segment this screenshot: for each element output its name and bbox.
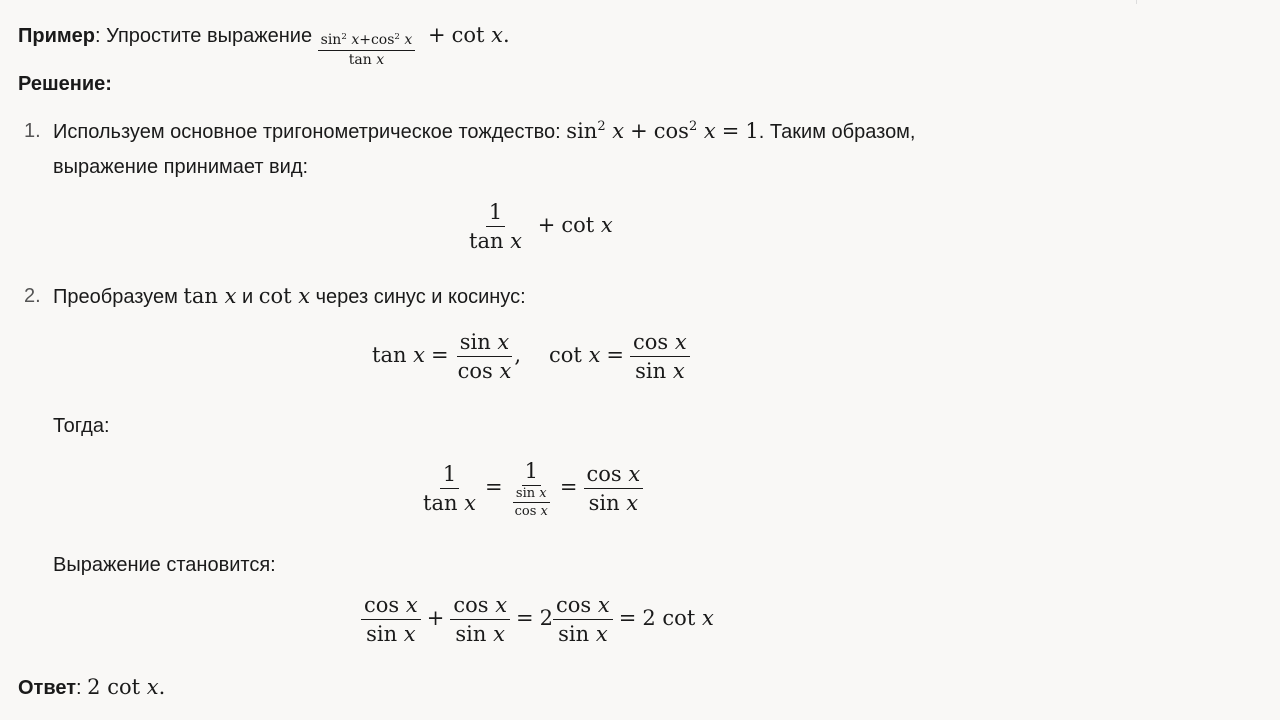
one-over-compound-fraction (509, 459, 554, 518)
tan-fn: tan (348, 51, 372, 68)
step-2-display-formula-3 (361, 593, 714, 646)
two: 2 (87, 675, 101, 699)
cos-fn: cos (633, 330, 669, 354)
var-x: x (298, 284, 311, 308)
cos-over-sin-fraction (361, 593, 421, 646)
step-1-text-after: . Таким образом, (758, 121, 916, 143)
example-colon: : (95, 25, 101, 47)
var-x: x (510, 229, 523, 254)
then-label: Тогда: (53, 415, 110, 437)
answer-label: Ответ (18, 677, 77, 699)
one: 1 (745, 119, 759, 143)
sin-fn: sin (320, 32, 342, 48)
cos-fn: cos (457, 359, 493, 384)
equals-sign: = (721, 119, 740, 143)
var-x: x (351, 32, 360, 48)
inner-sin-over-cos-fraction (512, 487, 551, 518)
equals-sign: = (559, 475, 578, 500)
one-over-tan-fraction (466, 200, 525, 253)
cos-fn: cos (370, 32, 395, 48)
step-1-line-1 (53, 117, 916, 146)
cos-over-sin-fraction (553, 593, 613, 646)
tan-fn: tan (183, 284, 218, 308)
var-x: x (703, 119, 716, 143)
step-1-display-formula (466, 200, 613, 253)
exp: 2 (597, 119, 606, 135)
var-x: x (497, 330, 510, 354)
corner-mark (1136, 0, 1137, 4)
two: 2 (539, 606, 554, 631)
cos-over-sin-fraction (630, 330, 690, 383)
var-x: x (495, 593, 508, 617)
example-fraction (318, 33, 416, 67)
plus-sign: + (426, 606, 445, 631)
equals-sign: = (618, 606, 637, 631)
var-x: x (595, 622, 608, 647)
equals-sign: = (516, 606, 534, 631)
var-x: x (626, 491, 639, 516)
sin-fn: sin (366, 622, 398, 647)
step-1-text: Используем основное тригонометрическое тождество: (53, 121, 561, 143)
var-x: x (600, 213, 613, 238)
cos-fn: cos (556, 593, 592, 617)
cos-fn: cos (364, 593, 400, 617)
var-x: x (612, 119, 625, 143)
cos-over-sin-fraction (584, 462, 644, 515)
becomes-label: Выражение становится: (53, 554, 276, 576)
sin-fn: sin (588, 491, 620, 516)
answer-colon: : (76, 677, 82, 699)
step-1-line-2: выражение принимает вид: (53, 156, 309, 178)
cos-fn: cos (453, 593, 489, 617)
answer-expression (87, 675, 165, 699)
var-x: x (540, 504, 548, 520)
comma: , (514, 343, 522, 368)
var-x: x (376, 51, 385, 68)
example-text: Упростите выражение (106, 25, 313, 47)
var-x: x (403, 622, 416, 647)
cot-fn: cot (549, 343, 582, 368)
var-x: x (539, 486, 547, 502)
cot-fn: cot (107, 675, 141, 699)
plus-sign: + (537, 213, 556, 238)
var-x: x (628, 461, 641, 486)
var-x: x (464, 491, 477, 516)
var-x: x (491, 23, 503, 47)
var-x: x (413, 343, 426, 368)
step-1-number: 1. (24, 120, 41, 142)
cot-fn: cot (258, 284, 292, 308)
step-2-line-1 (53, 282, 526, 311)
cot-fn: cot (662, 606, 696, 631)
cos-fn: cos (653, 119, 689, 143)
sin-fn: sin (566, 119, 598, 143)
plus-sign: + (630, 119, 648, 143)
exp: 2 (688, 119, 698, 135)
exp: 2 (341, 31, 347, 42)
numerator: 1 (486, 200, 505, 227)
var-x: x (701, 606, 714, 631)
equals-sign: = (606, 343, 625, 368)
one-over-tan-fraction (420, 462, 479, 515)
solution-heading (18, 70, 112, 98)
tan-fn: tan (469, 229, 504, 254)
var-x: x (597, 593, 610, 617)
tan-fn: tan (372, 343, 407, 368)
plus-sign: + (359, 32, 371, 48)
cos-fn: cos (586, 461, 622, 486)
answer-line (18, 673, 165, 702)
step-2-text-b: через синус и косинус: (315, 286, 526, 308)
step-2-number: 2. (24, 285, 41, 307)
exp: 2 (394, 31, 400, 42)
var-x: x (672, 359, 685, 384)
var-x: x (224, 284, 237, 308)
step-2-and: и (241, 286, 254, 308)
cos-fn: cos (514, 504, 537, 520)
step-2-display-formula-1 (372, 330, 690, 383)
sin-fn: sin (515, 486, 536, 502)
example-line (18, 21, 510, 67)
sin-over-cos-fraction (455, 330, 515, 383)
cot-fn: cot (451, 23, 485, 47)
example-label: Пример (18, 25, 96, 47)
equals-sign: = (431, 343, 449, 368)
tan-fn: tan (423, 491, 458, 516)
equals-sign: = (485, 475, 503, 500)
var-x: x (405, 593, 418, 617)
var-x: x (493, 622, 505, 647)
var-x: x (588, 343, 601, 368)
period: . (502, 23, 510, 47)
solution-colon: : (105, 73, 112, 95)
sin-fn: sin (558, 622, 590, 647)
identity-expression (566, 119, 758, 143)
var-x: x (674, 330, 687, 354)
var-x: x (404, 32, 413, 48)
two: 2 (642, 606, 656, 631)
var-x: x (146, 675, 159, 699)
step-2-display-formula-2 (420, 459, 643, 518)
period: . (158, 675, 166, 699)
cot-fn: cot (561, 213, 595, 238)
numerator: 1 (440, 462, 459, 489)
sin-fn: sin (455, 622, 487, 647)
numerator: 1 (522, 459, 541, 486)
sin-fn: sin (635, 359, 667, 384)
step-2-text-a: Преобразуем (53, 286, 178, 308)
plus-sign: + (428, 23, 446, 47)
example-expression (318, 23, 510, 68)
sin-fn: sin (459, 330, 491, 354)
cos-over-sin-fraction (450, 593, 510, 646)
var-x: x (499, 359, 512, 384)
solution-label: Решение (18, 73, 106, 95)
